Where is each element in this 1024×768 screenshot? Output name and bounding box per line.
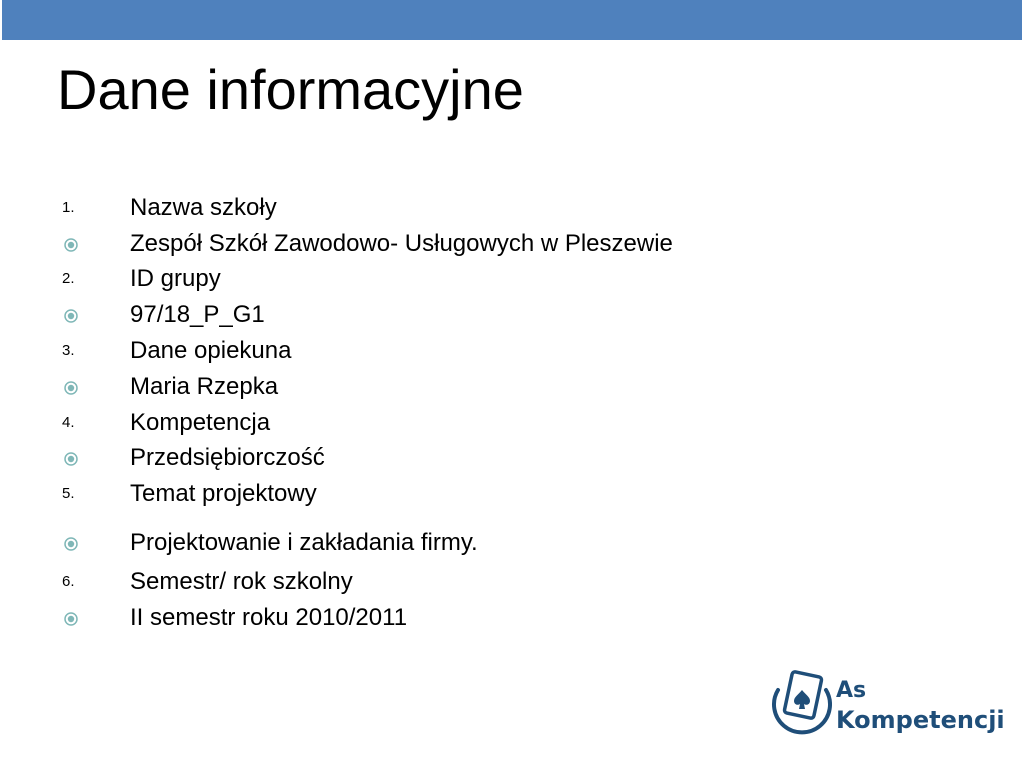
list-item: [0, 602, 900, 634]
list-item-text: Temat projektowy: [130, 480, 317, 507]
list-item: [0, 335, 900, 367]
list-item: [0, 527, 900, 559]
list-number: 6.: [62, 573, 75, 590]
list-item: [0, 371, 900, 403]
card-spade-icon: [768, 668, 832, 744]
list-item: [0, 299, 900, 331]
list-item: [0, 228, 900, 260]
list-item-text: Semestr/ rok szkolny: [130, 568, 353, 595]
list-number: 5.: [62, 485, 75, 502]
list-item-text: II semestr roku 2010/2011: [130, 604, 408, 631]
list-item-text: Przedsiębiorczość: [130, 444, 325, 471]
list-item: [0, 192, 900, 224]
list-item-text: Nazwa szkoły: [130, 194, 277, 221]
bullet-circle-icon: [64, 381, 78, 395]
logo-text-line2: Kompetencji: [836, 706, 1005, 734]
list-item-text: ID grupy: [130, 265, 221, 292]
as-kompetencji-logo: [768, 666, 1005, 746]
list-number: 3.: [62, 342, 75, 359]
list-item: [0, 407, 900, 439]
list-number: 2.: [62, 270, 75, 287]
list-number: 4.: [62, 414, 75, 431]
logo-text-line1: As: [836, 678, 867, 703]
slide-title: Dane informacyjne: [57, 58, 524, 121]
list-item: [0, 442, 900, 474]
list-item: [0, 566, 900, 598]
list-item-text: 97/18_P_G1: [130, 301, 265, 328]
bullet-circle-icon: [64, 452, 78, 466]
top-accent-bar: [2, 0, 1022, 40]
list-item-text: Maria Rzepka: [130, 373, 279, 400]
bullet-circle-icon: [64, 612, 78, 626]
bullet-circle-icon: [64, 309, 78, 323]
list-item-text: Zespół Szkół Zawodowo- Usługowych w Pleszewie: [130, 230, 673, 257]
list-item-text: Projektowanie i zakładania firmy.: [130, 529, 478, 556]
list-item-text: Dane opiekuna: [130, 337, 292, 364]
list-item: [0, 263, 900, 295]
list-item-text: Kompetencja: [130, 409, 271, 436]
bullet-circle-icon: [64, 537, 78, 551]
list-item: [0, 478, 900, 510]
bullet-circle-icon: [64, 238, 78, 252]
list-number: 1.: [62, 199, 75, 216]
